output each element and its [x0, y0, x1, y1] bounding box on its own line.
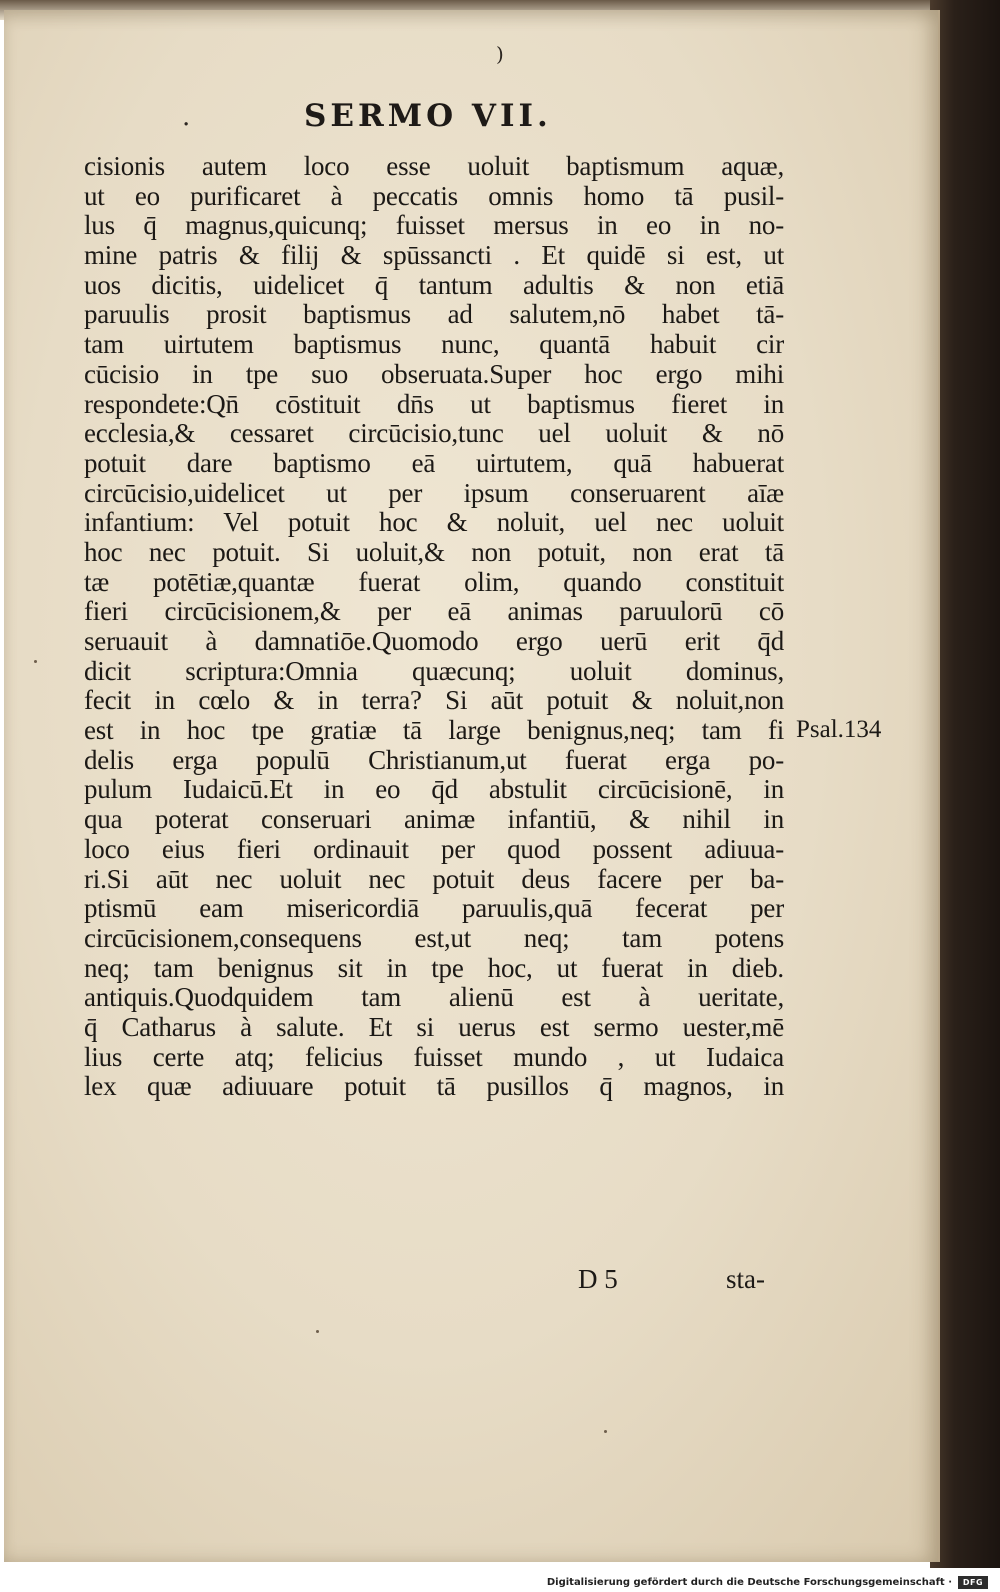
paper-speck — [316, 1330, 319, 1333]
text-line-16: fieri circūcisionem,& per eā animas paruulorū cō — [84, 597, 784, 627]
text-line-18: dicit scriptura:Omnia quæcunq; uoluit dominus, — [84, 656, 784, 686]
text-line-11: potuit dare baptismo eā uirtutem, quā habuerat — [84, 448, 784, 478]
text-line-8: cūcisio in tpe suo obseruata.Super hoc ergo mihi — [84, 359, 784, 389]
text-line-23: qua poterat conseruari animæ infantiū, & nihil in — [84, 805, 784, 835]
text-line-31: lius certe atq; felicius fuisset mundo , ut Iudaica — [84, 1042, 784, 1072]
text-line-19: fecit in cœlo & in terra? Si aūt potuit & noluit,non — [84, 686, 784, 716]
text-line-1: cisionis autem loco esse uoluit baptismum aquæ, — [84, 152, 784, 181]
text-line-4: mine patris & filij & spūssancti . Et quidē si est, ut — [84, 241, 784, 271]
paper-speck — [34, 660, 37, 663]
text-line-26: ptismū eam misericordiā paruulis,quā fecerat per — [84, 894, 784, 924]
text-line-27: circūcisionem,consequens est,ut neq; tam potens — [84, 923, 784, 953]
text-line-24: loco eius fieri ordinauit per quod possent adiuua- — [84, 834, 784, 864]
catchword: sta- — [726, 1264, 765, 1294]
marginal-note: Psal.134 — [796, 716, 882, 743]
text-line-22: pulum Iudaicū.Et in eo q̄d abstulit circūcisionē, in — [84, 775, 784, 805]
text-line-29: antiquis.Quodquidem tam alienū est à ueritate, — [84, 983, 784, 1013]
text-line-17: seruauit à damnatiōe.Quomodo ergo uerū erit q̄d — [84, 627, 784, 656]
funding-credit: Digitalisierung gefördert durch die Deutsche Forschungsgemeinschaft · — [546, 1577, 952, 1588]
text-line-5: uos dicitis, uidelicet q̄ tantum adultis & non etiā — [84, 270, 784, 300]
body-text — [84, 152, 784, 1102]
text-line-32: lex quæ adiuuare potuit tā pusillos q̄ magnos, in — [84, 1072, 784, 1102]
text-line-2: ut eo purificaret à peccatis omnis homo tā pusil- — [84, 181, 784, 211]
book-page — [4, 10, 940, 1562]
text-line-14: hoc nec potuit. Si uoluit,& non potuit, non erat tā — [84, 537, 784, 567]
text-line-13: infantium: Vel potuit hoc & noluit, uel nec uoluit — [84, 508, 784, 538]
folio-mark: ) — [496, 42, 504, 66]
text-line-10: ecclesia,& cessaret circūcisio,tunc uel uoluit & nō — [84, 419, 784, 449]
text-line-7: tam uirtutem baptismus nunc, quantā habuit cir — [84, 330, 784, 360]
dot-mark: . — [182, 102, 191, 132]
text-line-28: neq; tam benignus sit in tpe hoc, ut fuerat in dieb. — [84, 953, 784, 983]
text-line-12: circūcisio,uidelicet ut per ipsum conseruarent aīæ — [84, 478, 784, 508]
text-line-21: delis erga populū Christianum,ut fuerat erga po- — [84, 745, 784, 775]
text-line-20: est in hoc tpe gratiæ tā large benignus,neq; tam fi — [84, 716, 784, 746]
text-line-15: tæ potētiæ,quantæ fuerat olim, quando constituit — [84, 567, 784, 597]
text-line-3: lus q̄ magnus,quicunq; fuisset mersus in eo in no- — [84, 211, 784, 241]
text-line-6: paruulis prosit baptismus ad salutem,nō habet tā- — [84, 300, 784, 330]
text-line-9: respondete:Qn̄ cōstituit dn̄s ut baptismus fieret in — [84, 389, 784, 419]
signature-mark: D 5 — [578, 1264, 618, 1294]
book-spine-edge — [930, 0, 1000, 1568]
paper-speck — [604, 1430, 607, 1433]
running-head: SERMO VII. — [304, 98, 552, 134]
text-line-30: q̄ Catharus à salute. Et si uerus est sermo uester,mē — [84, 1012, 784, 1042]
dfg-logo: DFG — [958, 1576, 988, 1589]
text-line-25: ri.Si aūt nec uoluit nec potuit deus facere per ba- — [84, 864, 784, 894]
